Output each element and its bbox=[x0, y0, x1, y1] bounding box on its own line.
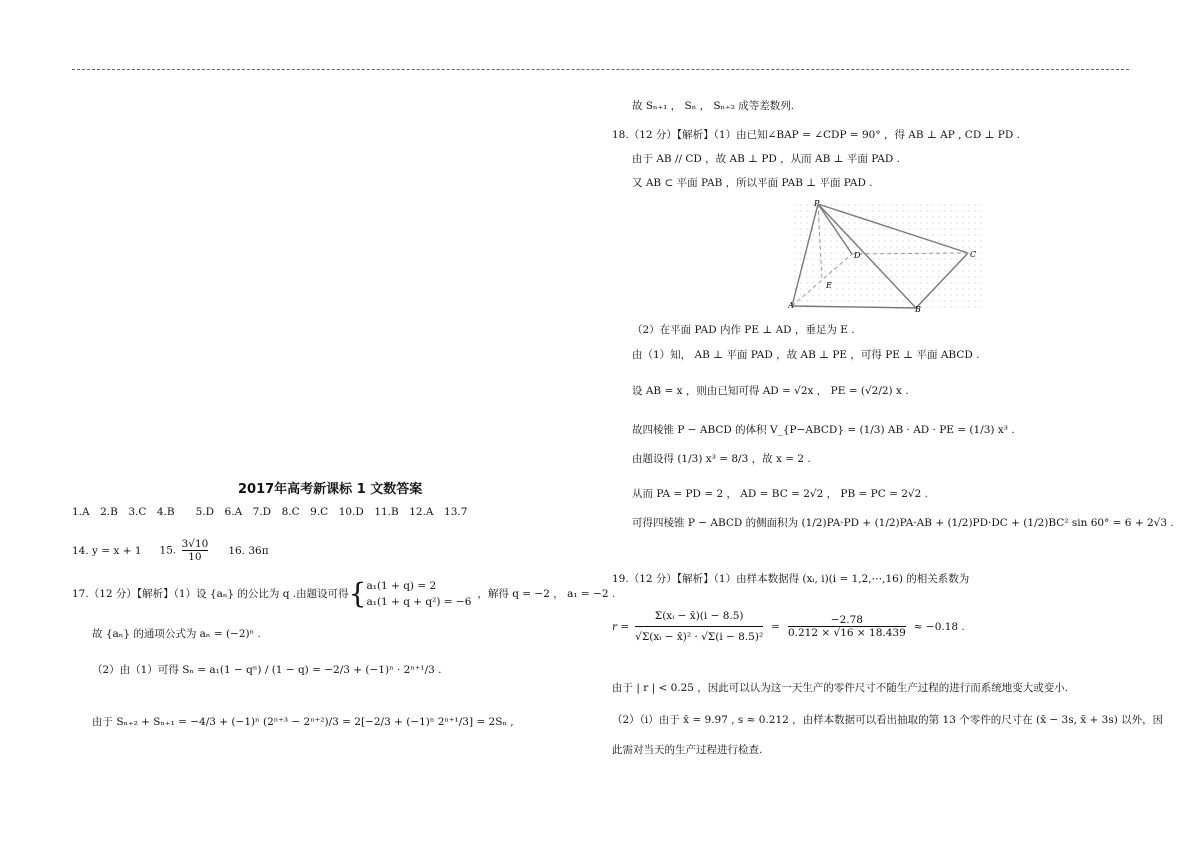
q17-part3: （2）由（1）可得 Sₙ = a₁(1 − qⁿ) / (1 − q) = −2/3 + (−1)ⁿ · 2ⁿ⁺¹/3 . bbox=[92, 664, 442, 676]
pyramid-figure bbox=[788, 198, 986, 314]
label-B: B bbox=[915, 305, 921, 314]
r-line-10: 可得四棱锥 P − ABCD 的侧面积为 (1/2)PA·PD + (1/2)PA·AB + (1/2)PD·DC + (1/2)BC² sin 60° = 6 + 2√3 . bbox=[632, 517, 1174, 529]
r-line-0: 故 Sₙ₊₁ ， Sₙ ， Sₙ₊₂ 成等差数列. bbox=[632, 100, 795, 112]
header-rule bbox=[72, 69, 1129, 70]
correlation-fraction-1: $\frac{\text{Σ(xᵢ − x̄)(i − 8.5)}}{\text{√Σ(xᵢ − x̄)² · √Σ(i − 8.5)²}}$ bbox=[635, 606, 763, 647]
answer-14: 14. y = x + 1 bbox=[72, 544, 142, 557]
r-line-5: 由（1）知， AB ⊥ 平面 PAD ，故 AB ⊥ PE ，可得 PE ⊥ 平面 ABCD . bbox=[632, 349, 980, 361]
r-line-7: 故四棱锥 P − ABCD 的体积 V_{P−ABCD} = (1/3) AB · AD · PE = (1/3) x³ . bbox=[632, 424, 1015, 436]
r-line-9: 从而 PA = PD = 2 ， AD = BC = 2√2 ， PB = PC = 2√2 . bbox=[632, 488, 928, 500]
r-line-8: 由题设得 (1/3) x³ = 8/3 ，故 x = 2 . bbox=[632, 453, 811, 465]
r-line-14: （2）（i）由于 x̄ = 9.97 , s ≈ 0.212 ，由样本数据可以看出抽取的第 13 个零件的尺寸在 (x̄ − 3s, x̄ + 3s) 以外，因 bbox=[612, 714, 1164, 726]
answer-15: 15. $\frac{3√10}{10}$ bbox=[159, 538, 209, 563]
r-line-2: 由于 AB // CD ，故 AB ⊥ PD ，从而 AB ⊥ 平面 PAD . bbox=[632, 153, 900, 165]
q17-part2: 故 {aₙ} 的通项公式为 aₙ = (−2)ⁿ . bbox=[92, 628, 261, 640]
answer-16: 16. 36π bbox=[228, 544, 269, 557]
r-line-6: 设 AB = x ，则由已知可得 AD = √2x ， PE = (√2/2) x . bbox=[632, 385, 909, 397]
page-title: 2017年高考新课标 1 文数答案 bbox=[238, 482, 423, 497]
r-line-4: （2）在平面 PAD 内作 PE ⊥ AD ，垂足为 E . bbox=[632, 324, 855, 336]
r-line-15: 此需对当天的生产过程进行检查. bbox=[612, 744, 763, 756]
label-C: C bbox=[970, 250, 977, 259]
q17-part4: 由于 Sₙ₊₂ + Sₙ₊₁ = −4/3 + (−1)ⁿ (2ⁿ⁺³ − 2ⁿ⁺²)/3 = 2[−2/3 + (−1)ⁿ 2ⁿ⁺¹/3] = 2Sₙ , bbox=[92, 716, 514, 728]
r-line-3: 又 AB ⊂ 平面 PAB ，所以平面 PAB ⊥ 平面 PAD . bbox=[632, 177, 873, 189]
r-line-1: 18.（12 分）【解析】（1）由已知∠BAP = ∠CDP = 90° ，得 AB ⊥ AP , CD ⊥ PD . bbox=[612, 129, 1020, 141]
answers-row-1: 1.A 2.B 3.C 4.B 5.D 6.A 7.D 8.C 9.C 10.D 11.B 12.A 13.7 bbox=[72, 506, 468, 518]
label-A: A bbox=[788, 301, 794, 310]
label-E: E bbox=[826, 281, 832, 290]
r-line-11: 19.（12 分）【解析】（1）由样本数据得 (xᵢ, i)(i = 1,2,⋯,16) 的相关系数为 bbox=[612, 573, 970, 585]
answer-15-fraction: $\frac{3√10}{10}$ bbox=[181, 538, 209, 563]
correlation-formula: r = $\frac{\text{Σ(xᵢ − x̄)(i − 8.5)}}{\text{√Σ(xᵢ − x̄)² · √Σ(i − 8.5)²}}$ = $\frac{-2.78}{0.212 \times √16 \times 18.439}$ ≈ −0.18 . bbox=[612, 606, 965, 647]
label-D: D bbox=[854, 251, 861, 260]
answers-row-2 bbox=[72, 538, 269, 563]
r-line-13: 由于 | r | < 0.25 ，因此可以认为这一天生产的零件尺寸不随生产过程的进行而系统地变大或变小. bbox=[612, 682, 1069, 694]
q17-part1: 17.（12 分）【解析】（1）设 {aₙ} 的公比为 q .由题设可得 { a₁(1 + q) = 2 a₁(1 + q + q²) = −6 ，解得 q = −2 ， a₁ = −2 . bbox=[72, 577, 616, 610]
correlation-fraction-2: $\frac{-2.78}{0.212 \times √16 \times 18.439}$ bbox=[787, 614, 906, 639]
label-P: P bbox=[814, 199, 820, 208]
q17-system: a₁(1 + q) = 2 a₁(1 + q + q²) = −6 bbox=[366, 580, 472, 608]
